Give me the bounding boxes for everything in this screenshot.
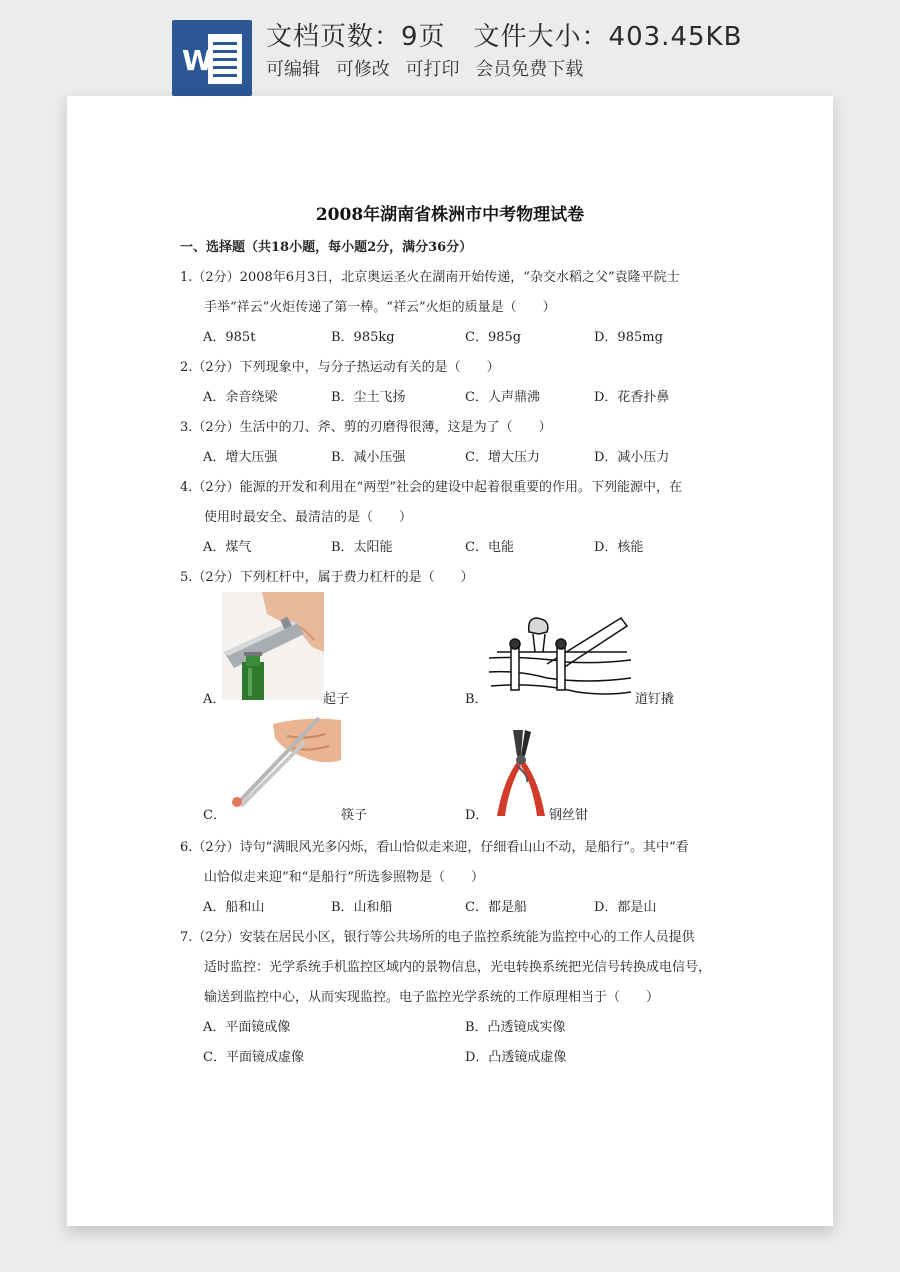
q1-option-c: C．985g [465, 330, 522, 345]
chopsticks-photo [217, 716, 345, 810]
question-7-line-1: 7.（2分）安装在居民小区，银行等公共场所的电子监控系统能为监控中心的工作人员提供 [180, 930, 695, 945]
exam-title: 2008年湖南省株洲市中考物理试卷 [315, 205, 585, 225]
q2-option-d: D．花香扑鼻 [594, 390, 670, 405]
download-banner [0, 0, 900, 96]
q5-option-a-letter: A． [203, 692, 226, 707]
q4-option-b: B．太阳能 [331, 540, 393, 555]
q3-option-d: D．减小压力 [594, 450, 670, 465]
q1-option-a: A．985t [203, 330, 256, 345]
q3-option-b: B．减小压强 [331, 450, 406, 465]
q4-option-d: D．核能 [594, 540, 644, 555]
bottle-opener-photo [222, 592, 324, 700]
feature-printable: 可打印 [405, 59, 460, 80]
q7-option-d: D．凸透镜成虚像 [465, 1050, 567, 1065]
question-1-line-1: 1.（2分）2008年6月3日，北京奥运圣火在湖南开始传递，“杂交水稻之父”袁隆平院士 [180, 270, 680, 285]
question-4-line-2: 使用时最安全、最清洁的是（ ） [204, 510, 413, 525]
question-7-line-3: 输送到监控中心，从而实现监控。电子监控光学系统的工作原理相当于（ ） [204, 990, 660, 1005]
q7-option-c: C．平面镜成虚像 [203, 1050, 304, 1065]
bottle-opener-image [222, 592, 324, 700]
q7-option-b: B．凸透镜成实像 [465, 1020, 566, 1035]
q1-option-b: B．985kg [331, 330, 395, 345]
q5-option-d-letter: D． [465, 808, 489, 823]
file-info [266, 16, 742, 53]
q2-option-b: B．尘土飞扬 [331, 390, 406, 405]
feature-list [266, 55, 593, 81]
question-2-line-1: 2.（2分）下列现象中，与分子热运动有关的是（ ） [180, 360, 500, 375]
q2-option-a: A．余音绕梁 [203, 390, 278, 405]
chopsticks-image [217, 716, 345, 810]
q1-option-d: D．985mg [594, 330, 663, 345]
q6-option-a: A．船和山 [203, 900, 265, 915]
feature-editable: 可编辑 [266, 59, 320, 80]
question-7-line-2: 适时监控：光学系统手机监控区域内的景物信息，光电转换系统把光信号转换成电信号， [204, 960, 712, 975]
q5-option-d-name: 钢丝钳 [549, 808, 589, 823]
question-6-line-1: 6.（2分）诗句“满眼风光多闪烁，看山恰似走来迎，仔细看山山不动，是船行”。其中“看 [180, 840, 689, 855]
feature-member-download: 会员免费下载 [475, 59, 584, 80]
q6-option-c: C．都是船 [465, 900, 527, 915]
q5-option-b-name: 道钉撬 [635, 692, 675, 707]
q3-option-a: A．增大压强 [203, 450, 278, 465]
question-1-line-2: 手举“祥云”火炬传递了第一棒。“祥云”火炬的质量是（ ） [204, 300, 556, 315]
q4-option-c: C．电能 [465, 540, 514, 555]
file-size: 文件大小：403.45KB [473, 22, 743, 52]
q6-option-b: B．山和船 [331, 900, 393, 915]
page-count: 文档页数：9页 [266, 22, 446, 52]
question-4-line-1: 4.（2分）能源的开发和利用在“两型”社会的建设中起着很重要的作用。下列能源中，在 [180, 480, 682, 495]
q5-option-b-letter: B． [465, 692, 488, 707]
question-5-line-1: 5.（2分）下列杠杆中，属于费力杠杆的是（ ） [180, 570, 474, 585]
question-3-line-1: 3.（2分）生活中的刀、斧、剪的刃磨得很薄，这是为了（ ） [180, 420, 552, 435]
q7-option-a: A．平面镜成像 [203, 1020, 291, 1035]
crowbar-image [487, 612, 633, 696]
q3-option-c: C．增大压力 [465, 450, 540, 465]
q5-option-c-name: 筷子 [341, 808, 368, 823]
q2-option-c: C．人声鼎沸 [465, 390, 540, 405]
q5-option-a-name: 起子 [323, 692, 350, 707]
feature-modifiable: 可修改 [335, 59, 390, 80]
pliers-image [487, 726, 551, 818]
q6-option-d: D．都是山 [594, 900, 657, 915]
q5-option-c-letter: C． [203, 808, 226, 823]
word-document-icon [172, 20, 252, 96]
document-page [67, 96, 833, 1226]
wire-pliers-photo [487, 726, 551, 818]
word-letter: W [182, 44, 213, 77]
q4-option-a: A．煤气 [203, 540, 252, 555]
rail-spike-crowbar-drawing [487, 612, 633, 696]
section-heading: 一、选择题（共18小题，每小题2分，满分36分） [180, 240, 473, 255]
question-6-line-2: 山恰似走来迎”和“是船行”所选参照物是（ ） [204, 870, 484, 885]
